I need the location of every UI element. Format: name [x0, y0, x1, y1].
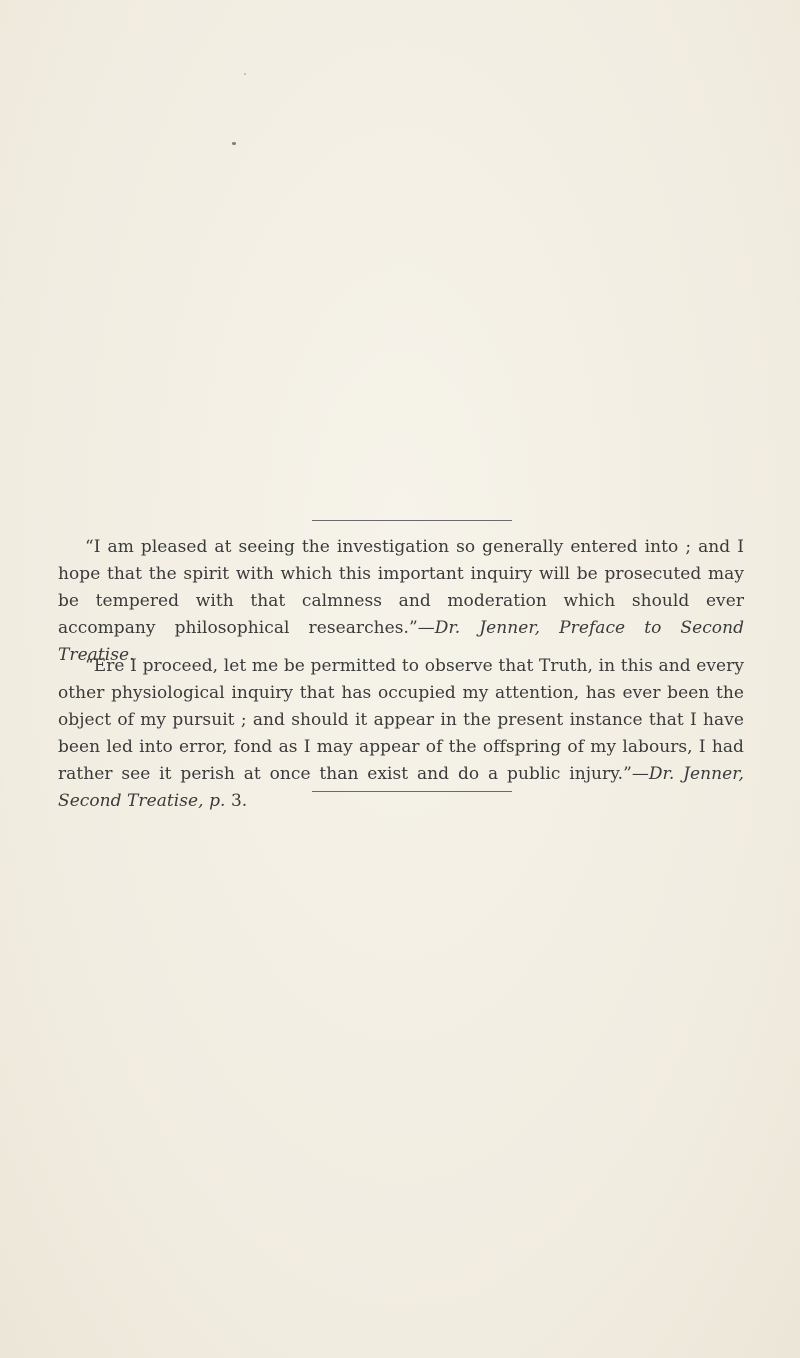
quote-source-preface: Preface to Second Treatise. [58, 618, 744, 665]
quote-paragraph-preface [58, 534, 744, 669]
paper-speck [232, 142, 236, 145]
quote-block-preface [58, 534, 744, 669]
quote-page-number: 3. [230, 791, 248, 811]
quote-attribution-preface: Dr. Jenner, [434, 618, 541, 638]
quote-source-second-treatise: Second Treatise, p. [58, 791, 226, 811]
top-divider-rule [312, 520, 512, 521]
quote-attribution-second-treatise: Dr. Jenner, [648, 764, 744, 784]
paper-speck [244, 73, 246, 75]
quote-text-second-treatise: “Ere I proceed, let me be permitted to observe that Truth, in this and every other physiological inquiry that has occupied my attention, has ever been the object of my pursuit ; and should it appear in the present instance that I have been led into error, fond as I may appear of the offspring of my labours, I had rather see it perish at once than exist and do a public injury.”— [58, 656, 744, 784]
quote-text-preface: “I am pleased at seeing the investigation so generally entered into ; and I hope that the spirit with which this important inquiry will be prosecuted may be tempered with that calmness and moderation which should ever accompany philosophical researches.”— [58, 537, 744, 638]
bottom-divider-rule [312, 791, 512, 792]
